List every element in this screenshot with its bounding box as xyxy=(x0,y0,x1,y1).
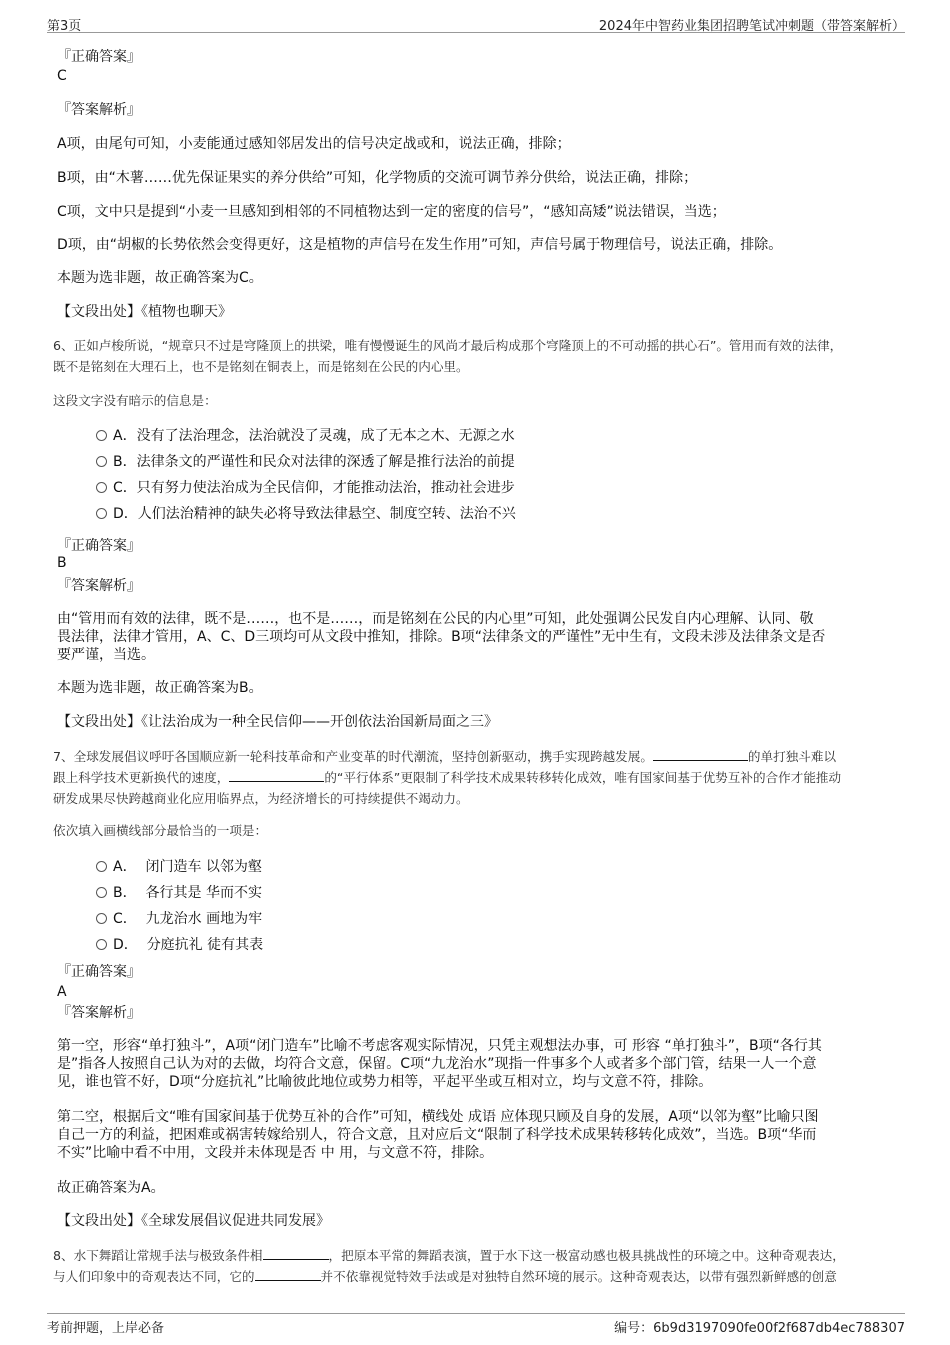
fill-blank xyxy=(229,769,324,782)
q6-option-a[interactable] xyxy=(96,426,515,446)
q7-analysis-line: 是”指各人按照自己认为对的去做，均符合文意，保留。C项“九龙治水”现指一件事多个人或者多个部门管，结果一人一个意 xyxy=(57,1056,817,1072)
option-letter: D． xyxy=(113,937,138,953)
q5-analysis-label: 『答案解析』 xyxy=(57,102,141,118)
q5-analysis-line: D项，由“胡椒的长势依然会变得更好，这是植物的声信号在发生作用”可知，声信号属于物理信号，说法正确，排除。 xyxy=(57,237,783,253)
option-letter: B． xyxy=(113,885,137,901)
q6-source: 【文段出处】《让法治成为一种全民信仰——开创依法治国新局面之三》 xyxy=(57,714,498,730)
q7-prompt: 依次填入画横线部分最恰当的一项是： xyxy=(53,823,268,838)
q8-stem xyxy=(53,1266,837,1288)
q6-stem: 6、正如卢梭所说，“规章只不过是穹隆顶上的拱梁，唯有慢慢诞生的风尚才最后构成那个穹隆顶上的不可动摇的拱心石”。管用而有效的法律， xyxy=(53,338,843,353)
q8-stem-part: 并不依靠视觉特效手法或是对独特自然环境的展示。这种奇观表达，以带有强烈新鲜感的创意 xyxy=(320,1269,837,1284)
radio-icon[interactable] xyxy=(96,430,107,441)
q7-stem-part: 跟上科学技术更新换代的速度， xyxy=(53,770,230,785)
q6-option-d[interactable] xyxy=(96,504,516,524)
q8-stem-part: 与人们印象中的奇观表达不同，它的 xyxy=(53,1269,255,1284)
q6-prompt: 这段文字没有暗示的信息是： xyxy=(53,393,217,408)
radio-icon[interactable] xyxy=(96,861,107,872)
option-text: C．只有努力使法治成为全民信仰，才能推动法治，推动社会进步 xyxy=(113,480,515,496)
option-text: 闭门造车 以邻为壑 xyxy=(145,859,262,875)
q7-analysis-line: 第二空，根据后文“唯有国家间基于优势互补的合作”可知，横线处 成语 应体现只顾及自身的发展，A项“以邻为壑”比喻只图 xyxy=(57,1109,819,1125)
option-letter: C． xyxy=(113,911,137,927)
q7-analysis-line: 不实”比喻中看不中用，文段并未体现是否 中 用，与文意不符，排除。 xyxy=(57,1145,494,1161)
radio-icon[interactable] xyxy=(96,913,107,924)
q6-analysis-line: 由“管用而有效的法律，既不是……，也不是……，而是铭刻在公民的内心里”可知，此处强调公民发自内心理解、认同、敬 xyxy=(57,611,814,627)
q7-analysis-para xyxy=(57,1108,897,1162)
q6-option-b[interactable] xyxy=(96,452,515,472)
q7-analysis-line: 见，谁也管不好，D项“分庭抗礼”比喻彼此地位或势力相等，平起平坐或互相对立，均与文意不符，排除。 xyxy=(57,1074,713,1090)
fill-blank xyxy=(653,748,748,761)
radio-icon[interactable] xyxy=(96,482,107,493)
option-text: 分庭抗礼 徒有其表 xyxy=(146,937,264,953)
q5-source: 【文段出处】《植物也聊天》 xyxy=(57,304,232,320)
q6-analysis xyxy=(57,610,897,664)
page-footer xyxy=(47,1313,905,1334)
q7-option-d[interactable] xyxy=(96,935,263,955)
q5-analysis-line: C项，文中只是提到“小麦一旦感知到相邻的不同植物达到一定的密度的信号”，“感知高矮”说法错误，当选； xyxy=(57,204,726,220)
document-title: 2024年中智药业集团招聘笔试冲刺题（带答案解析） xyxy=(598,19,905,34)
q7-option-a[interactable] xyxy=(96,857,262,877)
q6-answer-label: 『正确答案』 xyxy=(57,538,141,554)
q6-analysis-line: 畏法律，法律才管用，A、C、D三项均可从文段中推知，排除。B项“法律条文的严谨性”无中生有，文段未涉及法律条文是否 xyxy=(57,629,826,645)
q6-answer: B xyxy=(57,555,67,571)
q8-stem-part: 8、水下舞蹈让常规手法与极致条件相 xyxy=(53,1248,263,1263)
q7-answer: A xyxy=(57,984,67,1000)
option-letter: A． xyxy=(113,859,137,875)
radio-icon[interactable] xyxy=(96,508,107,519)
q7-stem: 研发成果尽快跨越商业化应用临界点，为经济增长的可持续提供不竭动力。 xyxy=(53,791,469,806)
option-text: 九龙治水 画地为牢 xyxy=(145,911,263,927)
q5-answer-label: 『正确答案』 xyxy=(57,49,141,65)
q5-answer: C xyxy=(57,68,67,84)
radio-icon[interactable] xyxy=(96,456,107,467)
q7-stem-part: 7、全球发展倡议呼吁各国顺应新一轮科技革命和产业变革的时代潮流，坚持创新驱动，携手实现跨越发展。 xyxy=(53,749,653,764)
q5-analysis-line: B项，由“木薯……优先保证果实的养分供给”可知，化学物质的交流可调节养分供给，说法正确，排除； xyxy=(57,170,698,186)
q7-option-c[interactable] xyxy=(96,909,262,929)
option-text: B．法律条文的严谨性和民众对法律的深透了解是推行法治的前提 xyxy=(113,454,515,470)
q8-stem xyxy=(53,1245,845,1267)
radio-icon[interactable] xyxy=(96,939,107,950)
page-number: 第3页 xyxy=(47,19,82,34)
q7-stem-part: 的“平行体系”更限制了科学技术成果转移转化成效，唯有国家间基于优势互补的合作才能推动 xyxy=(324,770,842,785)
footer-slogan: 考前押题，上岸必备 xyxy=(47,1321,165,1336)
q7-stem xyxy=(53,746,836,768)
q6-conclusion: 本题为选非题，故正确答案为B。 xyxy=(57,680,263,696)
document-id: 编号：6b9d3197090fe00f2f687db4ec788307 xyxy=(614,1321,905,1336)
q6-stem: 既不是铭刻在大理石上，也不是铭刻在铜表上，而是铭刻在公民的内心里。 xyxy=(53,359,469,374)
q7-conclusion: 故正确答案为A。 xyxy=(57,1180,165,1196)
radio-icon[interactable] xyxy=(96,887,107,898)
page-header xyxy=(47,14,905,33)
option-text: A．没有了法治理念，法治就没了灵魂，成了无本之木、无源之水 xyxy=(113,428,515,444)
fill-blank xyxy=(255,1268,321,1281)
q7-analysis-line: 第一空，形容“单打独斗”，A项“闭门造车”比喻不考虑客观实际情况，只凭主观想法办事，可 形容 “单打独斗”，B项“各行其 xyxy=(57,1038,822,1054)
q8-stem-part: ，把原本平常的舞蹈表演，置于水下这一极富动感也极具挑战性的环境之中。这种奇观表达， xyxy=(328,1248,845,1263)
q6-option-c[interactable] xyxy=(96,478,515,498)
option-text: D．人们法治精神的缺失必将导致法律悬空、制度空转、法治不兴 xyxy=(113,506,516,522)
q7-analysis-para xyxy=(57,1037,897,1091)
option-text: 各行其是 华而不实 xyxy=(145,885,262,901)
q5-conclusion: 本题为选非题，故正确答案为C。 xyxy=(57,270,263,286)
q6-analysis-line: 要严谨，当选。 xyxy=(57,647,155,663)
q7-stem-part: 的单打独斗难以 xyxy=(747,749,837,764)
q7-source: 【文段出处】《全球发展倡议促进共同发展》 xyxy=(57,1213,330,1229)
q6-analysis-label: 『答案解析』 xyxy=(57,578,141,594)
q7-analysis-line: 自己一方的利益，把困难或祸害转嫁给别人，符合文意，且对应后文“限制了科学技术成果转移转化成效”，当选。B项“华而 xyxy=(57,1127,817,1143)
q7-analysis-label: 『答案解析』 xyxy=(57,1005,141,1021)
q7-answer-label: 『正确答案』 xyxy=(57,964,141,980)
q5-analysis-line: A项，由尾句可知，小麦能通过感知邻居发出的信号决定战或和，说法正确，排除； xyxy=(57,136,571,152)
fill-blank xyxy=(263,1247,329,1260)
q7-stem xyxy=(53,767,841,789)
q7-option-b[interactable] xyxy=(96,883,262,903)
